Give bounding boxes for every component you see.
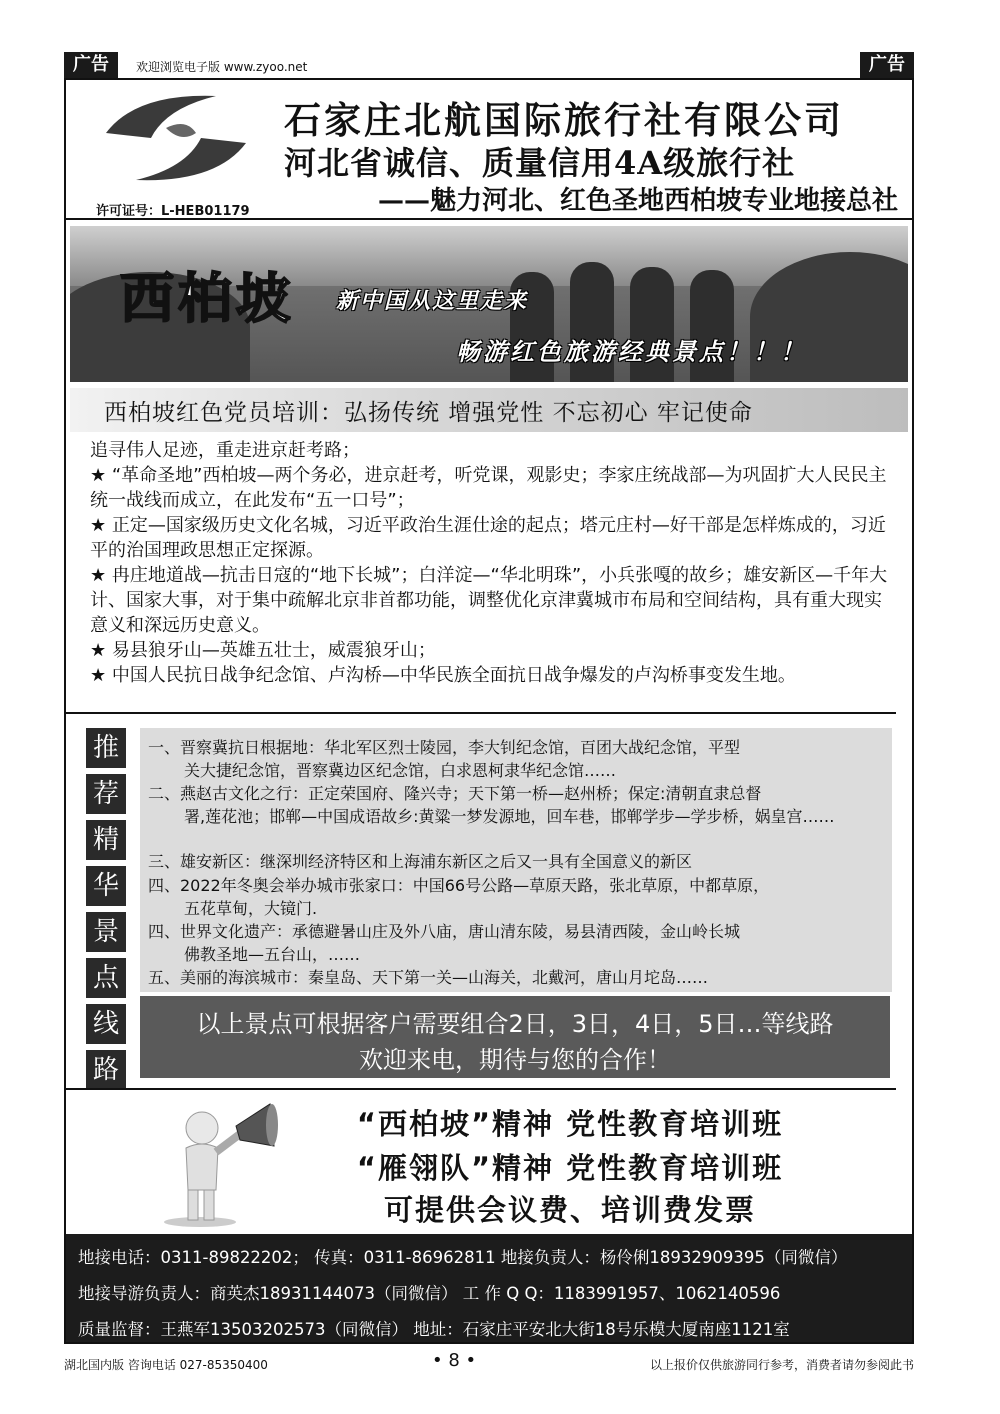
- company-name: 石家庄北航国际旅行社有限公司: [284, 99, 844, 142]
- divider: [66, 1088, 896, 1090]
- side-label-char: 点: [86, 958, 126, 998]
- side-label-char: 线: [86, 1004, 126, 1044]
- side-label-char: 华: [86, 866, 126, 906]
- intro-paragraph: ★ 中国人民抗日战争纪念馆、卢沟桥—中华民族全面抗日战争爆发的卢沟桥事变发生地。: [90, 665, 796, 686]
- banner-subtagline: 畅游红色旅游经典景点！！！: [456, 338, 807, 366]
- side-label-char: 推: [86, 728, 126, 768]
- contact-line: 地接导游负责人：商英杰18931144073（同微信） 工 作 Q Q：1183991957、1062140596: [78, 1284, 781, 1303]
- contact-line: 地接电话：0311-89822202； 传真：0311-86962811 地接负责人：杨伶俐18932909395（同微信）: [78, 1248, 848, 1267]
- side-label-char: 路: [86, 1050, 126, 1090]
- ad-label-left: 广告: [64, 52, 118, 78]
- intro-paragraph: ★ 正定—国家级历史文化名城，习近平政治生涯仕途的起点；塔元庄村—好干部是怎样炼成的，习近平的治国理政思想正定探源。: [90, 515, 886, 561]
- company-credential: 河北省诚信、质量信用4A级旅行社: [284, 144, 796, 182]
- side-label: [86, 728, 126, 1096]
- promo-line: 可提供会议费、培训费发票: [383, 1193, 756, 1227]
- side-label-char: 荐: [86, 774, 126, 814]
- contact-box: [66, 1234, 912, 1342]
- company-slogan: ——魅力河北、红色圣地西柏坡专业地接总社: [377, 186, 898, 216]
- footer-disclaimer: 以上报价仅供旅游同行参考，消费者请勿参阅此书: [649, 1358, 914, 1372]
- combo-line: 以上景点可根据客户需要组合2日，3日，4日，5日…等线路: [196, 1010, 834, 1038]
- promo-line: “西柏坡”精神 党性教育培训班: [356, 1107, 784, 1141]
- route-item: [148, 874, 888, 920]
- divider: [66, 218, 912, 220]
- route-item: [148, 966, 888, 989]
- divider: [66, 712, 896, 714]
- footer-edition: 湖北国内版 咨询电话 027-85350400: [64, 1358, 268, 1372]
- intro-paragraph: ★ “革命圣地”西柏坡—两个务必，进京赶考，听党课，观影史；李家庄统战部—为巩固扩大人民民主统一战线而成立，在此发布“五一口号”；: [90, 465, 887, 511]
- route-title: 五、美丽的海滨城市：秦皇岛、天下第一关—山海关，北戴河，唐山月坨岛……: [148, 968, 709, 987]
- banner-title: 西柏坡: [120, 266, 294, 330]
- route-item: [148, 736, 888, 782]
- training-bar: [70, 388, 908, 432]
- contact-line: 质量监督：王燕军13503202573（同微信） 地址：石家庄平安北大街18号乐模大厦南座1121室: [78, 1320, 790, 1339]
- side-label-char: 精: [86, 820, 126, 860]
- intro-paragraph: ★ 冉庄地道战—抗击日寇的“地下长城”；白洋淀—“华北明珠”，小兵张嘎的故乡；雄安新区—千年大计、国家大事，对于集中疏解北京非首都功能，调整优化京津冀城市布局和空间结构，具有重大现实意义和深远历史意义。: [90, 565, 888, 636]
- combo-welcome: 欢迎来电，期待与您的合作！: [359, 1046, 671, 1074]
- route-list: [140, 728, 892, 992]
- side-label-char: 景: [86, 912, 126, 952]
- training-bar-text: 西柏坡红色党员培训：弘扬传统 增强党性 不忘初心 牢记使命: [104, 400, 753, 426]
- promo-line: “雁翎队”精神 党性教育培训班: [356, 1151, 784, 1185]
- route-detail: 关大捷纪念馆，晋察冀边区纪念馆，白求恩柯隶华纪念馆……: [184, 761, 617, 780]
- route-title: 四、世界文化遗产：承德避暑山庄及外八庙，唐山清东陵，易县清西陵，金山岭长城: [148, 922, 741, 941]
- route-title: 三、雄安新区：继深圳经济特区和上海浦东新区之后又一具有全国意义的新区: [148, 852, 693, 871]
- license-number: 许可证号：L-HEB01179: [96, 204, 250, 219]
- header: [66, 82, 912, 218]
- ad-label-right: 广告: [860, 52, 914, 78]
- route-detail: 署,莲花池；邯郸—中国成语故乡:黄粱一梦发源地，回车巷，邯郸学步—学步桥，娲皇宫……: [184, 807, 835, 826]
- route-title: 四、2022年冬奥会举办城市张家口：中国66号公路—草原天路，张北草原，中都草原，: [148, 876, 770, 895]
- page-number: • 8 •: [432, 1350, 477, 1371]
- intro-paragraph: ★ 易县狼牙山—英雄五壮士，威震狼牙山；: [90, 640, 436, 661]
- route-title: 一、晋察冀抗日根据地：华北军区烈士陵园，李大钊纪念馆，百团大战纪念馆，平型: [148, 738, 741, 757]
- company-logo-icon: [96, 88, 256, 188]
- banner-image: [70, 226, 908, 382]
- megaphone-person-icon: [150, 1094, 290, 1228]
- route-combo-note: [140, 996, 890, 1078]
- banner-tagline: 新中国从这里走来: [336, 289, 529, 314]
- route-title: 二、燕赵古文化之行：正定荣国府、隆兴寺；天下第一桥—赵州桥；保定:清朝直隶总督: [148, 784, 762, 803]
- route-detail: 五花草甸，大镜门.: [184, 899, 318, 918]
- route-item: [148, 850, 888, 873]
- intro-paragraph: 追寻伟人足迹，重走进京赶考路；: [90, 440, 360, 461]
- site-url[interactable]: 欢迎浏览电子版 www.zyoo.net: [136, 60, 308, 74]
- route-item: [148, 782, 888, 828]
- intro-text: [90, 438, 890, 688]
- route-item: [148, 920, 888, 966]
- route-detail: 佛教圣地—五台山，……: [184, 945, 361, 964]
